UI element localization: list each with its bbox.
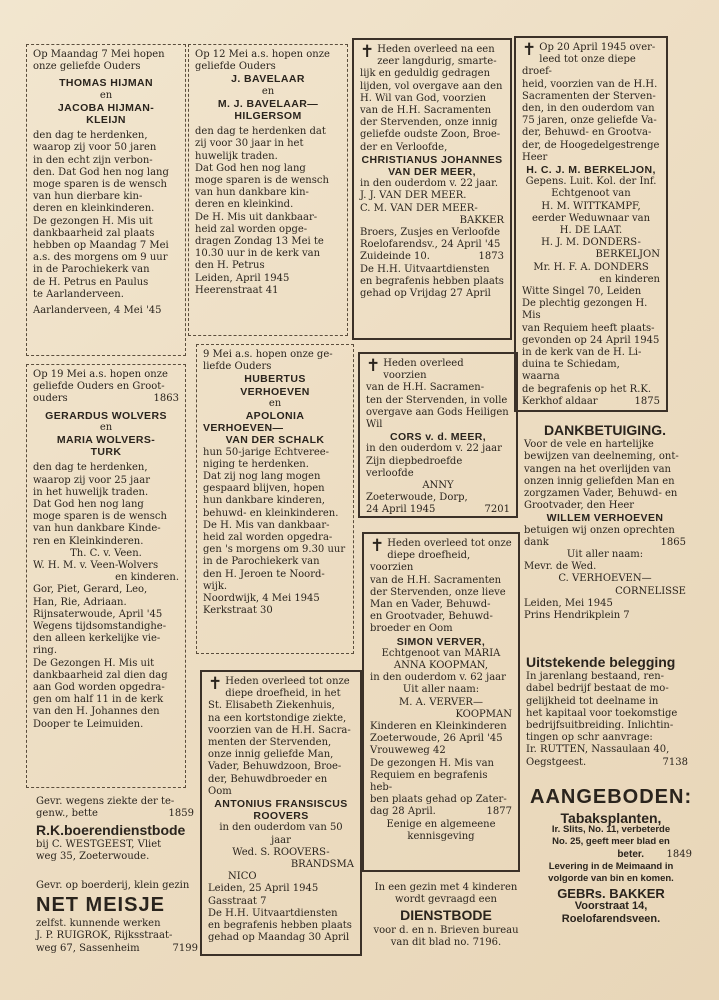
ad-text-line: dragen Zondag 13 Mei te [195,236,324,248]
ad-number: 1859 [168,808,194,820]
ad-text-line: in den ouderdom van 50 jaar [219,822,343,846]
ad-text-line: van de H.H. Sacramen- [366,382,485,394]
ad-text-line: Uit aller naam: [566,549,644,561]
ad-text-line: der, Behuwd- en Grootva- [522,127,652,139]
ad-text-line: leed tot onze diepe droef- [522,54,636,78]
ad-text-line: overgave aan Gods Heiligen [366,406,509,418]
ad-text-line: ring. [33,645,57,657]
ad-text-line: en kinderen [599,273,660,285]
ad-text-line: Gevr. wegens ziekte der te- [36,796,175,807]
survivor-name: M. A. VERVER— [399,696,483,708]
ad-text-line: Th. C. v. Veen. [70,547,142,559]
ad-text-line: gen 's morgens om 9.30 uur [203,544,346,556]
ad-text-line: eerder Weduwnaar van [531,212,651,224]
job-ad-boerendienstbode [32,794,198,874]
ad-text-line: het kapitaal voor toekomstige [526,707,678,719]
deceased-name: CHRISTIANUS JOHANNES [361,153,503,166]
ad-text-line: 10.30 uur in de kerk van [195,248,321,260]
ad-text-line: gehad op Maandag 30 April [208,932,350,944]
survivor-name: Wed. S. ROOVERS- [232,846,330,858]
ad-text-line: aan God worden opgedra- [33,682,165,694]
ad-text-line: gevonden op 24 April 1945 [522,334,660,346]
ad-intro-line: Op 12 Mei a.s. hopen onze [195,49,330,60]
deceased-name: WILLEM VERHOEVEN [546,512,664,525]
obituary-berkeljon [514,36,668,412]
person-name: APOLONIA [245,410,305,423]
ad-intro-line: Op Maandag 7 Mei hopen [33,49,165,60]
ad-text-line: Han, Rie, Adriaan. [33,596,127,608]
ad-text-line: waarop zij voor 25 jaar [33,474,150,486]
ad-intro-line: liefde Ouders [203,361,272,373]
ad-text-line: hebben op Maandag 7 Mei [33,240,169,252]
cross-icon: ✝ [366,356,381,376]
ad-text-line: moge sparen is de wensch [195,175,329,187]
ad-text-line: bedrijfsuitbreiding. Inlichtin- [526,720,674,732]
ad-intro-line: geliefde Ouders [195,61,276,73]
person-name: TURK [90,446,122,459]
ad-text-line: broeder en Oom [370,623,453,635]
ad-text-line: W. H. M. v. Veen-Wolvers [33,560,159,572]
ad-address: Witte Singel 70, Leiden [522,286,642,298]
ad-text-line: onzen innig geliefden Man en [524,475,675,487]
conjunction: en [261,85,275,97]
ad-text-line: dag 28 April. [370,806,436,818]
ad-text-line: in den ouderdom v. 22 jaar. [360,178,499,190]
ad-text-line: van den H. Johannes den [33,706,160,718]
ad-date: 24 April 1945 [366,504,436,516]
ad-text-line: Kerkhof aldaar [522,395,598,407]
ad-text-line: van Requiem heeft plaats- [522,322,655,334]
ad-text-line: H. Wil van God, voorzien [360,92,487,104]
survivor-name: C. M. VAN DER MEER- [360,202,478,214]
ad-text-line: De Gezongen H. Mis uit [33,657,155,669]
ad-text-line: weg 35, Zoeterwoude. [36,850,150,862]
ad-text-line: Gepens. Luit. Kol. der Inf. [525,176,657,188]
ad-text-line: Requiem en begrafenis heb- [370,769,488,794]
deceased-name: SIMON VERVER, [396,635,486,648]
ad-text-line: van hun dierbare kin- [33,191,143,203]
ad-text-line: ren en Kleinkinderen. [33,535,144,547]
ad-text-line: bewijzen van deelneming, ont- [524,451,679,463]
ad-text-line: dabel bedrijf bestaat de mo- [526,683,669,695]
conjunction: en [99,421,113,433]
ad-address: Oegstgeest. [526,756,587,768]
ad-text-line: voorzien van de H.H. Sacra- [208,724,351,736]
ad-number: 1875 [634,395,660,407]
ad-text-line: kennisgeving [407,830,475,842]
ad-text-line: genw., bette [36,808,98,820]
person-name: THOMAS HIJMAN [59,77,153,90]
ad-text-line: behuwd- en kleinkinderen. [203,507,339,519]
ad-headline: DIENSTBODE [400,907,492,924]
ad-text-line: tingen op schr aanvrage: [526,732,653,744]
ad-text-line: weg 67, Sassenheim [36,942,140,954]
ad-text-line: vangen na het overlijden van [524,463,671,475]
ad-text-line: lijk en geduldig gedragen [360,68,491,80]
ad-text-line: van hun dankbare kin- [195,187,309,199]
obituary-verver [362,532,520,872]
ad-footer: Aarlanderveen, 4 Mei '45 [33,305,162,317]
deceased-name: CORS v. d. MEER, [389,431,487,444]
offer-ad-tabaksplanten [526,784,696,954]
ad-text-line: gespaard blijven, hopen [203,483,325,495]
ad-text-line: Heer [522,151,548,163]
ad-text-line: De gezongen H. Mis van [370,757,494,769]
anniversary-ad-hijman [26,44,186,356]
company-town: Roelofarendsveen. [561,912,661,925]
ad-text-line: Mevr. de Wed. [524,561,597,573]
ad-text-line: bij C. WESTGEEST, Vliet [36,838,162,850]
ad-text-line: moge sparen is de wensch [33,511,167,523]
survivor-name: Mr. H. F. A. DONDERS [533,261,649,273]
ad-text-line: onze innig geliefde Man, [208,749,334,761]
ad-text-line: beter. [617,848,645,860]
ad-text-line: der, Behuwdbroeder en Oom [208,773,328,797]
conjunction: en [99,89,113,101]
ad-text-line: duina te Schiedam, waarna [522,359,620,383]
ad-text-line: zeer langdurig, smarte- [377,56,497,68]
job-ad-dienstbode [366,880,526,956]
person-name: M. J. BAVELAAR— [217,97,319,110]
ad-text-line: in den ouderdom v. 62 jaar [370,672,506,684]
thanks-ad-verhoeven [520,422,690,648]
ad-text-line: Leiden, April 1945 [195,272,290,284]
person-name: HUBERTUS [244,373,306,386]
ad-text-line: den dag te herdenken, [33,462,148,474]
ad-text-line: en Grootvader, Behuwd- [370,611,493,623]
ad-intro-line: geliefde Ouders en Groot- [33,381,165,393]
ad-number: 1877 [486,806,512,818]
ad-text-line: gelijkheid tot deelname in [526,695,659,707]
ad-address: Vrouweweg 42 [370,745,446,757]
ad-text-line: Echtgenoot van MARIA [381,647,501,659]
ad-text-line: en kinderen. [115,572,179,584]
ad-text-line: Broers, Zusjes en Verloofde [360,227,500,239]
ad-text-line: in het huwelijk traden. [33,486,149,498]
ad-text-line: niging te herdenken. [203,458,309,470]
survivor-name: CORNELISSE [615,585,686,597]
ad-text-line: Grootvader, den Heer [524,500,635,512]
ad-address: Zuideinde 10. [360,251,430,263]
ad-address: Gasstraat 7 [208,895,267,907]
ad-text-line: Gevr. op boerderij, klein gezin [36,880,190,891]
ad-text-line: ben plaats gehad op Zater- [370,794,507,806]
ad-text-line: Man en Vader, Behuwd- [370,599,491,611]
survivor-name: BAKKER [459,214,504,226]
ad-text-line: zelfst. kunnende werken [36,918,161,930]
ad-text-line: ten der Stervenden, in volle [366,394,508,406]
ad-address: Kerkstraat 30 [203,605,273,617]
ad-text-line: dankbaarheid zal dien dag [33,669,168,681]
ad-text-line: der Stervenden, onze innig [360,117,498,129]
ad-text-line: Levering in de Meimaand in [548,860,674,872]
ad-text-line: gehad op Vrijdag 27 April [360,288,491,300]
cross-icon: ✝ [370,536,385,556]
deceased-name: H. C. J. M. BERKELJON, [526,164,656,177]
anniversary-ad-bavelaar [188,44,348,336]
ad-text-line: waarop zij voor 50 jaren [33,142,157,154]
ad-text-line: Dat zij nog lang mogen [203,471,321,483]
ad-text-line: in den echt zijn verbon- [33,154,153,166]
ad-text-line: Heden overleed tot onze [225,676,350,687]
deceased-name: ROOVERS [253,810,309,823]
ad-text-line: De gezongen H. Mis uit [33,215,153,227]
ad-text-line: van de H.H. Sacramenten [360,105,492,117]
person-name: J. BAVELAAR [231,73,305,86]
survivor-name: H. M. WITTKAMPF, [541,200,641,212]
conjunction: en [268,397,282,409]
ad-text-line: deren en kleinkinderen. [33,203,155,215]
ad-number: 7201 [484,504,510,516]
ad-intro-line: ouders [33,393,68,405]
ad-date: Zoeterwoude, 26 April '45 [370,733,503,745]
ad-text-line: lijden, vol overgave aan den [360,80,503,92]
ad-text-line: van dit blad no. 7196. [390,936,502,948]
person-name: VERHOEVEN— [203,422,284,435]
ad-text-line: De plechtig gezongen H. Mis [522,298,648,322]
ad-text-line: heid zal worden opgedra- [203,532,333,544]
ad-text-line: Rijnsaterwoude, April '45 [33,608,163,620]
ad-text-line: Heden overleed tot onze [387,538,512,549]
ad-text-line: Heden overleed voorzien [383,358,464,382]
ad-text-line: van de H.H. Sacramenten [370,574,502,586]
company-street: Voorstraat 14, [574,900,648,913]
person-name: MARIA WOLVERS- [56,434,156,447]
survivor-name: ANNY [422,480,454,492]
person-name: VAN DER SCHALK [225,434,325,447]
ad-number: 7199 [172,942,198,954]
anniversary-ad-verhoeven [196,344,354,654]
ad-text-line: Uit aller naam: [402,684,480,696]
ad-address: Zoeterwoude, Dorp, [366,492,468,504]
ad-text-line: hun dankbare kinderen, [203,495,325,507]
obituary-roovers [200,670,362,956]
ad-text-line: dankbaarheid zal plaats [33,227,155,239]
ad-text-line: Dat God hen nog lang [195,162,306,174]
ad-text-line: Gor, Piet, Gerard, Leo, [33,584,148,596]
ad-text-line: volgorde van bin en komen. [548,873,674,885]
ad-text-line: 75 jaren, onze geliefde Va- [522,115,657,127]
ad-text-line: Voor de vele en hartelijke [524,439,654,451]
ad-text-line: in de Parochiekerk van [33,264,150,276]
ad-intro-line: onze geliefde Ouders [33,61,141,73]
ad-date: Noordwijk, 4 Mei 1945 [203,593,320,605]
person-name: KLEIJN [86,114,126,127]
ad-text-line: moge sparen is de wensch [33,179,167,191]
ad-text-line: zij voor 30 jaar in het [195,138,304,150]
ad-date: Leiden, Mei 1945 [524,597,613,609]
ad-text-line: Eenige en algemeene [386,818,496,830]
investment-ad [522,654,692,778]
ad-text-line: der Stervenden, onze lieve [370,586,506,598]
ad-text-line: den. Dat God hen nog lang [33,166,169,178]
ad-text-line: gen om half 11 in de kerk [33,694,164,706]
ad-text-line: den H. Petrus [195,260,265,272]
ad-text-line: den dag te herdenken, [33,130,148,142]
ad-text-line: diepe droefheid, in het [225,688,341,700]
ad-text-line: diepe droefheid, voorzien [370,550,471,574]
ad-text-line: deren en kleinkind. [195,199,294,211]
ad-text-line: Heden overleed na een [377,44,495,55]
ad-text-line: Dat God hen nog lang [33,499,144,511]
ad-text-line: In een gezin met 4 kinderen [374,882,518,893]
survivor-name: NICO [228,871,257,883]
ad-text-line: en begrafenis hebben plaats [360,275,504,287]
ad-text-line: te Aarlanderveen. [33,288,124,300]
ad-text-line: No. 25, geeft meer blad en [552,836,670,848]
ad-text-line: De H. Mis van dankbaar- [203,519,330,531]
ad-text-line: ANNA KOOPMAN, [393,660,489,672]
ad-number: 7138 [662,756,688,768]
company-name: GEBRs. BAKKER [557,886,665,902]
ad-text-line: betuigen wij onzen oprechten [524,524,675,536]
ad-text-line: Heerenstraat 41 [195,284,279,296]
ad-text-line: na een kortstondige ziekte, [208,712,347,724]
person-name: JACOBA HIJMAN- [57,101,155,114]
ad-address: Prins Hendrikplein 7 [524,610,630,622]
ad-text-line: en begrafenis hebben plaats [208,920,352,932]
ad-headline: DANKBETUIGING. [543,422,667,438]
ad-text-line: de begrafenis op het R.K. [522,383,652,395]
person-name: HILGERSOM [234,110,302,123]
survivor-name: BERKELJON [595,249,660,261]
person-name: VERHOEVEN [240,385,310,398]
job-ad-net-meisje [32,878,202,960]
ad-text-line: Kinderen en Kleinkinderen [370,721,507,733]
ad-text-line: St. Elisabeth Ziekenhuis, [208,700,335,712]
survivor-name: J. J. VAN DER MEER. [360,190,467,202]
ad-text-line: geliefde oudste Zoon, Broe- [360,129,501,141]
survivor-name: BRANDSMA [290,859,354,871]
ad-text-line: in den ouderdom v. 22 jaar [366,443,502,455]
ad-text-line: den H. Jeroen te Noord- [203,568,325,580]
ad-subheadline: Tabaksplanten, [560,810,662,826]
ad-text-line: De H.H. Uitvaartdiensten [208,907,338,919]
ad-text-line: huwelijk traden. [195,150,278,162]
ad-text-line: der, de Hoogedelgestrenge [522,139,660,151]
cross-icon: ✝ [208,674,223,694]
ad-headline: AANGEBODEN: [530,786,693,808]
ad-number: 1865 [660,536,686,548]
ad-text-line: Echtgenoot van [551,188,631,200]
survivor-name: C. VERHOEVEN— [558,573,652,585]
ad-text-line: De H.H. Uitvaartdiensten [360,263,490,275]
ad-text-line: a.s. des morgens om 9 uur [33,252,168,264]
ad-text-line: Vader, Behuwdzoon, Broe- [208,761,342,773]
ad-number: 1849 [666,848,692,860]
ad-text-line: den dag te herdenken dat [195,126,326,138]
ad-text-line: heid, voorzien van de H.H. [522,78,658,90]
ad-text-line: wordt gevraagd een [395,894,497,906]
ad-text-line: hun 50-jarige Echtvereе- [203,446,330,458]
ad-date: Roelofarendsv., 24 April '45 [360,239,501,251]
ad-text-line: Dooper te Leimuiden. [33,718,144,730]
ad-intro-line: Op 19 Mei a.s. hopen onze [33,369,168,380]
deceased-name: VAN DER MEER, [388,166,476,179]
ad-number: 1863 [153,393,179,405]
ad-text-line: In jarenlang bestaand, ren- [526,671,665,683]
ad-headline: NET MEISJE [36,894,165,917]
person-name: GERARDUS WOLVERS [45,409,167,422]
ad-text-line: in de Parochiekerk van [203,556,320,568]
survivor-name: KOOPMAN [455,708,512,720]
ad-text-line: den, in den ouderdom van [522,103,655,115]
ad-intro-line: 9 Mei a.s. hopen onze ge- [203,349,333,360]
cross-icon: ✝ [360,42,375,62]
ad-text-line: dank [524,536,549,548]
ad-text-line: zorgzamen Vader, Behuwd- en [524,488,678,500]
obituary-cors-van-der-meer [358,352,518,518]
ad-text-line: de H. Petrus en Paulus [33,276,149,288]
ad-date: Leiden, 25 April 1945 [208,883,319,895]
survivor-name: H. J. M. DONDERS- [541,237,641,249]
ad-text-line: van hun dankbare Kinde- [33,523,161,535]
obituary-van-der-meer [352,38,512,340]
ad-text-line: der en Verloofde, [360,141,448,153]
ad-headline: Uitstekende belegging [526,654,676,670]
ad-number: 1873 [478,251,504,263]
ad-text-line: heid zal worden opge- [195,223,308,235]
ad-text-line: Ir. RUTTEN, Nassaulaan 40, [526,744,670,756]
ad-text-line: voor d. en n. Brieven bureau [373,924,519,936]
survivor-name: H. DE LAAT. [559,225,623,237]
ad-text-line: Zijn diepbedroefde verloofde [366,455,463,479]
ad-text-line: wijk. [203,580,228,592]
anniversary-ad-wolvers [26,364,186,788]
ad-text-line: Wil [366,419,383,431]
ad-text-line: den alleen kerkelijke vie- [33,633,161,645]
ad-text-line: menten der Stervenden, [208,737,332,749]
ad-text-line: De H. Mis uit dankbaar- [195,211,318,223]
ad-text-line: Wegens tijdsomstandighe- [33,621,167,633]
ad-text-line: Sacramenten der Sterven- [522,90,656,102]
ad-text-line: in de kerk van de H. Li- [522,347,642,359]
ad-text-line: Op 20 April 1945 over- [539,42,656,53]
ad-headline: R.K.boerendienstbode [36,822,186,839]
cross-icon: ✝ [522,40,537,60]
ad-text-line: Ir. Slits, No. 11, verbeterde [551,824,671,836]
ad-text-line: J. P. RUIGROK, Rijksstraat- [36,930,173,942]
deceased-name: ANTONIUS FRANSISCUS [214,798,348,811]
